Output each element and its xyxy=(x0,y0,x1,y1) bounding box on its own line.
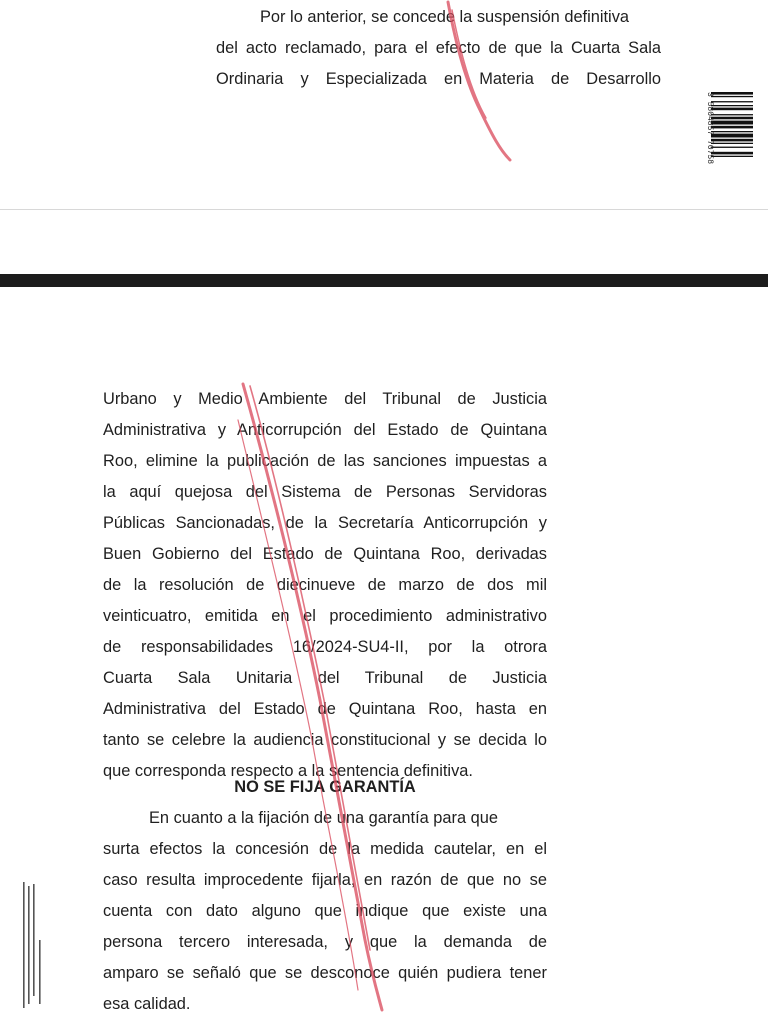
second-line: cuenta con dato alguno que indique que existe una xyxy=(103,902,547,920)
second-line: En cuanto a la fijación de una garantía para que xyxy=(149,809,499,827)
main-line: Administrativa del Estado de Quintana Roo, hasta en xyxy=(103,700,547,718)
barcode-number xyxy=(700,90,714,182)
main-line: Públicas Sancionadas, de la Secretaría Anticorrupción y xyxy=(103,514,547,532)
main-line: Cuarta Sala Unitaria del Tribunal de Justicia xyxy=(103,669,547,687)
main-line: Urbano y Medio Ambiente del Tribunal de Justicia xyxy=(103,390,547,408)
main-line: tanto se celebre la audiencia constitucional y se decida lo xyxy=(103,731,547,749)
barcode-icon xyxy=(711,92,753,182)
scan-divider-band xyxy=(0,274,768,287)
main-line: de la resolución de diecinueve de marzo de dos mil xyxy=(103,576,547,594)
top-line-3: Ordinaria y Especializada en Materia de Desarrollo xyxy=(216,70,661,88)
second-line: caso resulta improcedente fijarla, en razón de que no se xyxy=(103,871,547,889)
main-paragraph xyxy=(103,384,547,787)
page-gap xyxy=(0,213,768,273)
second-line: amparo se señaló que se desconoce quién pudiera tener xyxy=(103,964,547,982)
main-line: Administrativa y Anticorrupción del Estado de Quintana xyxy=(103,421,547,439)
top-line-2: del acto reclamado, para el efecto de que la Cuarta Sala xyxy=(216,39,661,57)
second-line: esa calidad. xyxy=(103,995,191,1013)
second-line: persona tercero interesada, y que la demanda de xyxy=(103,933,547,951)
top-line-1: Por lo anterior, se concede la suspensión definitiva xyxy=(260,8,630,26)
second-paragraph xyxy=(103,803,547,1020)
main-line: la aquí quejosa del Sistema de Personas Servidoras xyxy=(103,483,547,501)
main-line: de responsabilidades 16/2024-SU4-II, por la otrora xyxy=(103,638,547,656)
section-heading: NO SE FIJA GARANTÍA xyxy=(234,778,416,796)
page-edge xyxy=(0,209,768,210)
second-line: surta efectos la concesión de la medida cautelar, en el xyxy=(103,840,547,858)
electronic-signature-stamp-icon xyxy=(20,880,48,1010)
main-line: Roo, elimine la publicación de las sanciones impuestas a xyxy=(103,452,547,470)
main-line: Buen Gobierno del Estado de Quintana Roo, derivadas xyxy=(103,545,547,563)
svg-text:3 5804857 70758: 3 5804857 70758 xyxy=(705,92,714,165)
main-line: que corresponda respecto a la sentencia definitiva. xyxy=(103,762,473,780)
top-paragraph xyxy=(216,2,661,95)
main-line: veinticuatro, emitida en el procedimiento administrativo xyxy=(103,607,547,625)
